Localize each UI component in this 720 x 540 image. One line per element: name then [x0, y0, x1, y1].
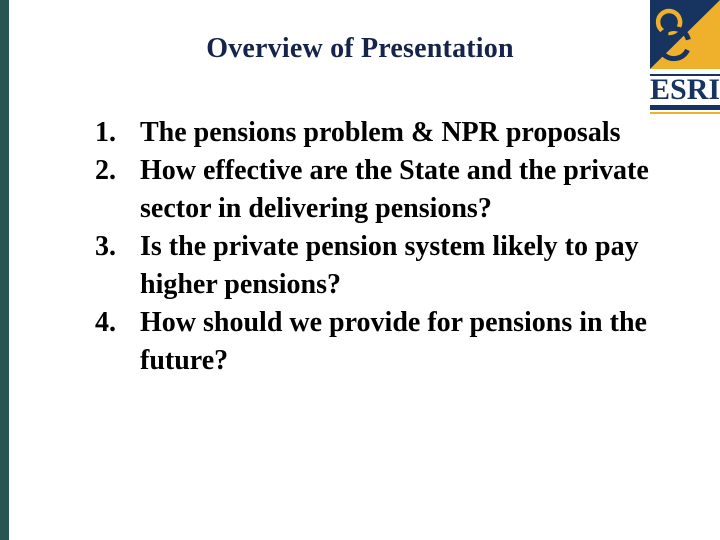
esri-logo: [650, 0, 720, 114]
slide-title: Overview of Presentation: [206, 33, 514, 64]
esri-swirl-mark-icon: [650, 0, 720, 69]
list-item: [95, 228, 670, 304]
list-item-number: 2.: [95, 155, 116, 186]
list-item-line: How should we provide for pensions in the: [140, 307, 647, 338]
list-item: [95, 304, 670, 380]
list-item-text: [140, 304, 670, 380]
list-item-line: higher pensions?: [140, 269, 341, 300]
list-item-text: [140, 114, 670, 152]
list-item: [95, 114, 670, 152]
list-item-line: future?: [140, 345, 229, 376]
esri-logo-gold-underline: [650, 112, 720, 114]
esri-logo-bottom-bar: [650, 105, 720, 110]
list-item-line: How effective are the State and the private: [140, 155, 649, 186]
list-item-number: 4.: [95, 307, 116, 338]
list-item-line: sector in delivering pensions?: [140, 193, 492, 224]
overview-list: [95, 114, 670, 380]
list-item-text: [140, 228, 670, 304]
list-item-line: Is the private pension system likely to pay: [140, 231, 639, 262]
esri-logo-text: ESRI: [650, 76, 720, 104]
list-item-text: [140, 152, 670, 228]
left-accent-stripe: [0, 0, 9, 540]
list-item-line: The pensions problem & NPR proposals: [140, 117, 621, 148]
list-item-number: 1.: [95, 117, 116, 148]
list-item: [95, 152, 670, 228]
list-item-number: 3.: [95, 231, 116, 262]
